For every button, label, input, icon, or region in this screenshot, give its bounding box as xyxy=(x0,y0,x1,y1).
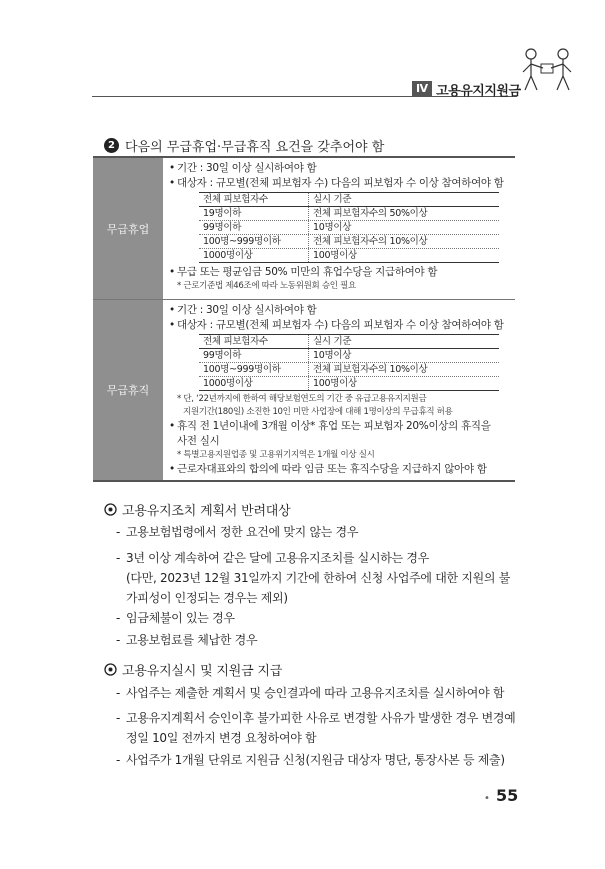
subtable-cell: 100명~999명이하 xyxy=(199,363,309,376)
footnote-continued: 지원기간(180일) 소진한 10인 미만 사업장에 대해 1명이상의 무급휴직 허용 xyxy=(183,407,453,417)
subtable-row xyxy=(199,349,499,363)
implement-section-heading xyxy=(104,660,282,679)
bullet-item: • 휴직 전 1년이내에 3개월 이상* 휴업 또는 피보험자 20%이상의 휴직을 xyxy=(169,419,509,434)
location-pin-icon xyxy=(104,503,117,516)
subtable-cell: 99명이하 xyxy=(199,349,309,362)
bullet-item: • 근로자대표와의 합의에 따라 임금 또는 휴직수당을 지급하지 않아야 함 xyxy=(169,462,509,477)
subtable-cell: 99명이하 xyxy=(199,221,309,234)
subtable-header-cell: 전체 피보험자수 xyxy=(199,335,309,348)
subtable-cell: 전체 피보험자수의 50%이상 xyxy=(313,208,428,219)
footnote: * 근로기준법 제46조에 따라 노동위원회 승인 필요 xyxy=(177,281,356,291)
people-illustration-icon xyxy=(521,46,573,96)
subtable-row xyxy=(199,377,499,390)
implement-section-title: 고용유지실시 및 지원금 지급 xyxy=(122,664,283,679)
list-item: - 고용유지계획서 승인이후 불가피한 사유로 변경할 사유가 발생한 경우 변경예정일 10일 전까지 변경 요청하여야 함 xyxy=(116,711,516,745)
section-heading xyxy=(104,136,384,155)
subtable-header-cell: 실시 기준 xyxy=(313,194,352,205)
row-body xyxy=(163,300,515,480)
reject-section-heading xyxy=(104,500,291,519)
subtable-row xyxy=(199,235,499,249)
section-number-badge: 2 xyxy=(104,138,119,153)
bullet-item-continued: 사전 실시 xyxy=(177,435,220,447)
subtable-header-cell: 실시 기준 xyxy=(313,336,352,347)
footnote: * 특별고용지원업종 및 고용위기지역은 1개월 이상 실시 xyxy=(177,450,375,460)
row-label: 무급휴업 xyxy=(93,158,163,299)
subtable-header-row xyxy=(199,335,499,349)
location-pin-icon xyxy=(104,663,117,676)
subtable-cell: 10명이상 xyxy=(313,222,352,233)
list-item-continued: (다만, 2023년 12월 31일까지 기간에 한하여 신청 사업주에 대한 지원의 불가피성이 인정되는 경우는 제외) xyxy=(126,571,511,605)
page-number: 55 xyxy=(496,786,519,805)
subtable-cell: 전체 피보험자수의 10%이상 xyxy=(313,364,428,375)
section-title: 다음의 무급휴업·무급휴직 요건을 갖추어야 함 xyxy=(125,140,385,155)
list-item: - 사업주가 1개월 단위로 지원금 신청(지원금 대상자 명단, 통장사본 등 제출) xyxy=(116,753,505,767)
chapter-title: 고용유지지원금 xyxy=(436,83,521,99)
bullet-item: • 대상자 : 규모별(전체 피보험자 수) 다음의 피보험자 수 이상 참여하여야 함 xyxy=(169,318,509,333)
subtable-cell: 전체 피보험자수의 10%이상 xyxy=(313,236,428,247)
row-label: 무급휴직 xyxy=(93,300,163,480)
footer-bullet: • xyxy=(484,793,490,804)
list-item: - 사업주는 제출한 계획서 및 승인결과에 따라 고용유지조치를 실시하여야 함 xyxy=(116,686,505,700)
subtable-row xyxy=(199,221,499,235)
bullet-item: • 무급 또는 평균임금 50% 미만의 휴업수당을 지급하여야 함 xyxy=(169,265,509,280)
table-row xyxy=(93,300,515,480)
list-item: - 고용보험료를 체납한 경우 xyxy=(116,633,258,647)
subtable-cell: 1000명이상 xyxy=(199,249,309,262)
subtable-cell: 1000명이상 xyxy=(199,377,309,390)
row-body xyxy=(163,158,515,299)
bullet-item: • 기간 : 30일 이상 실시하여야 함 xyxy=(169,161,509,176)
list-item: - 고용보험법령에서 정한 요건에 맞지 않는 경우 xyxy=(116,525,359,539)
table-row xyxy=(93,158,515,300)
criteria-subtable xyxy=(199,192,499,263)
subtable-row xyxy=(199,249,499,262)
subtable-cell: 19명이하 xyxy=(199,207,309,220)
reject-section-title: 고용유지조치 계획서 반려대상 xyxy=(122,504,291,519)
list-item: - 3년 이상 계속하여 같은 달에 고용유지조치를 실시하는 경우 xyxy=(116,551,429,565)
subtable-cell: 10명이상 xyxy=(313,350,352,361)
subtable-header-cell: 전체 피보험자수 xyxy=(199,193,309,206)
footnote: * 단, ‘22년까지에 한하여 해당보험연도의 기간 중 유급고용유지지원금 xyxy=(177,394,427,404)
list-item: - 임금체불이 있는 경우 xyxy=(116,611,235,625)
bullet-item: • 기간 : 30일 이상 실시하여야 함 xyxy=(169,303,509,318)
subtable-cell: 100명~999명이하 xyxy=(199,235,309,248)
chapter-number: Ⅳ xyxy=(412,81,432,97)
subtable-cell: 100명이상 xyxy=(313,378,357,389)
subtable-row xyxy=(199,363,499,377)
subtable-row xyxy=(199,207,499,221)
chapter-header xyxy=(412,80,521,98)
criteria-subtable xyxy=(199,334,499,391)
bullet-item: • 대상자 : 규모별(전체 피보험자 수) 다음의 피보험자 수 이상 참여하여야 함 xyxy=(169,176,509,191)
subtable-header-row xyxy=(199,193,499,207)
subtable-cell: 100명이상 xyxy=(313,250,357,261)
requirements-table xyxy=(93,156,515,482)
